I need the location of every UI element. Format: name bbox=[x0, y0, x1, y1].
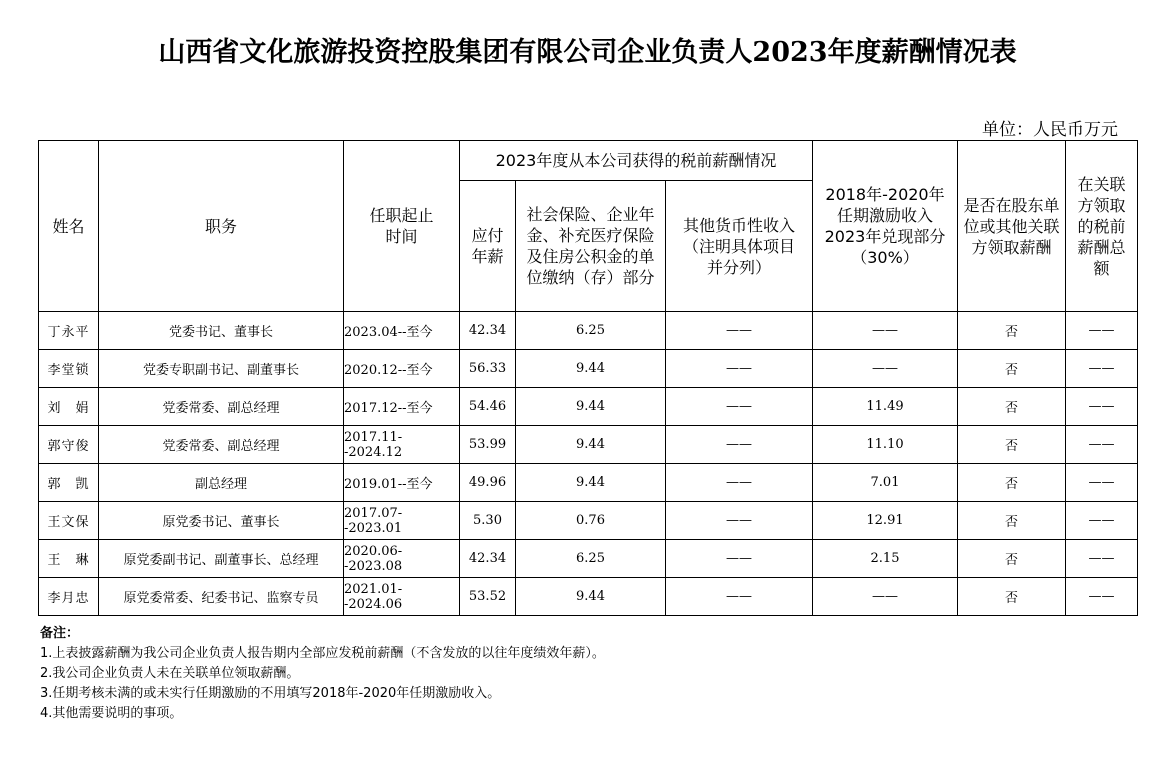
header-name: 姓名 bbox=[39, 141, 99, 312]
header-position: 职务 bbox=[99, 141, 344, 312]
cell-shareholder: 否 bbox=[958, 388, 1066, 426]
table-row bbox=[39, 578, 1138, 616]
cell-incentive: —— bbox=[813, 312, 958, 350]
cell-shareholder: 否 bbox=[958, 578, 1066, 616]
cell-salary: 53.52 bbox=[460, 578, 516, 616]
cell-social: 9.44 bbox=[516, 464, 666, 502]
cell-other: —— bbox=[666, 388, 813, 426]
cell-shareholder: 否 bbox=[958, 540, 1066, 578]
cell-term: 2020.12--至今 bbox=[344, 350, 460, 388]
table-row bbox=[39, 426, 1138, 464]
cell-related: —— bbox=[1066, 540, 1138, 578]
cell-social: 0.76 bbox=[516, 502, 666, 540]
note-item: 2.我公司企业负责人未在关联单位领取薪酬。 bbox=[40, 666, 300, 681]
cell-related: —— bbox=[1066, 350, 1138, 388]
cell-salary: 42.34 bbox=[460, 312, 516, 350]
header-incentive: 2018年-2020年任期激励收入2023年兑现部分（30%） bbox=[813, 141, 958, 312]
cell-position: 原党委书记、董事长 bbox=[99, 502, 344, 540]
cell-shareholder: 否 bbox=[958, 464, 1066, 502]
cell-position: 副总经理 bbox=[99, 464, 344, 502]
header-other: 其他货币性收入（注明具体项目并分列） bbox=[666, 181, 813, 312]
cell-shareholder: 否 bbox=[958, 350, 1066, 388]
table-row bbox=[39, 464, 1138, 502]
header-salary: 应付年薪 bbox=[460, 181, 516, 312]
cell-term: 2017.12--至今 bbox=[344, 388, 460, 426]
notes-heading: 备注： bbox=[40, 626, 80, 641]
table-row bbox=[39, 388, 1138, 426]
cell-salary: 56.33 bbox=[460, 350, 516, 388]
cell-name: 郭 凯 bbox=[39, 464, 99, 502]
cell-related: —— bbox=[1066, 426, 1138, 464]
cell-other: —— bbox=[666, 312, 813, 350]
cell-related: —— bbox=[1066, 502, 1138, 540]
cell-salary: 5.30 bbox=[460, 502, 516, 540]
cell-other: —— bbox=[666, 502, 813, 540]
salary-table bbox=[38, 140, 1138, 616]
cell-social: 9.44 bbox=[516, 388, 666, 426]
header-related: 在关联方领取的税前薪酬总额 bbox=[1066, 141, 1138, 312]
cell-related: —— bbox=[1066, 388, 1138, 426]
cell-name: 王文保 bbox=[39, 502, 99, 540]
page-title: 山西省文化旅游投资控股集团有限公司企业负责人2023年度薪酬情况表 bbox=[158, 37, 1017, 68]
table-row bbox=[39, 350, 1138, 388]
cell-term: 2017.07--2023.01 bbox=[344, 502, 460, 540]
cell-position: 原党委副书记、副董事长、总经理 bbox=[99, 540, 344, 578]
cell-incentive: 2.15 bbox=[813, 540, 958, 578]
cell-incentive: 7.01 bbox=[813, 464, 958, 502]
cell-name: 丁永平 bbox=[39, 312, 99, 350]
cell-salary: 53.99 bbox=[460, 426, 516, 464]
cell-social: 6.25 bbox=[516, 540, 666, 578]
cell-social: 6.25 bbox=[516, 312, 666, 350]
cell-name: 王 琳 bbox=[39, 540, 99, 578]
cell-incentive: 11.10 bbox=[813, 426, 958, 464]
table-row bbox=[39, 312, 1138, 350]
cell-incentive: —— bbox=[813, 578, 958, 616]
cell-salary: 49.96 bbox=[460, 464, 516, 502]
table-row bbox=[39, 502, 1138, 540]
cell-salary: 54.46 bbox=[460, 388, 516, 426]
cell-name: 李堂锁 bbox=[39, 350, 99, 388]
cell-term: 2023.04--至今 bbox=[344, 312, 460, 350]
cell-name: 郭守俊 bbox=[39, 426, 99, 464]
cell-term: 2019.01--至今 bbox=[344, 464, 460, 502]
header-pretax-group: 2023年度从本公司获得的税前薪酬情况 bbox=[460, 141, 813, 181]
note-item: 1.上表披露薪酬为我公司企业负责人报告期内全部应发税前薪酬（不含发放的以往年度绩效年薪）。 bbox=[40, 646, 605, 661]
cell-position: 党委常委、副总经理 bbox=[99, 426, 344, 464]
cell-shareholder: 否 bbox=[958, 426, 1066, 464]
cell-social: 9.44 bbox=[516, 426, 666, 464]
header-term: 任职起止时间 bbox=[344, 141, 460, 312]
cell-shareholder: 否 bbox=[958, 312, 1066, 350]
cell-social: 9.44 bbox=[516, 578, 666, 616]
cell-related: —— bbox=[1066, 578, 1138, 616]
cell-incentive: —— bbox=[813, 350, 958, 388]
cell-other: —— bbox=[666, 464, 813, 502]
cell-term: 2021.01--2024.06 bbox=[344, 578, 460, 616]
header-shareholder: 是否在股东单位或其他关联方领取薪酬 bbox=[958, 141, 1066, 312]
cell-incentive: 12.91 bbox=[813, 502, 958, 540]
unit-label: 单位：人民币万元 bbox=[982, 120, 1118, 140]
header-social: 社会保险、企业年金、补充医疗保险及住房公积金的单位缴纳（存）部分 bbox=[516, 181, 666, 312]
cell-name: 刘 娟 bbox=[39, 388, 99, 426]
cell-name: 李月忠 bbox=[39, 578, 99, 616]
cell-other: —— bbox=[666, 426, 813, 464]
table-row bbox=[39, 540, 1138, 578]
note-item: 4.其他需要说明的事项。 bbox=[40, 706, 183, 721]
cell-related: —— bbox=[1066, 464, 1138, 502]
cell-position: 党委常委、副总经理 bbox=[99, 388, 344, 426]
cell-other: —— bbox=[666, 350, 813, 388]
cell-social: 9.44 bbox=[516, 350, 666, 388]
cell-incentive: 11.49 bbox=[813, 388, 958, 426]
cell-term: 2020.06--2023.08 bbox=[344, 540, 460, 578]
cell-related: —— bbox=[1066, 312, 1138, 350]
cell-position: 原党委常委、纪委书记、监察专员 bbox=[99, 578, 344, 616]
cell-salary: 42.34 bbox=[460, 540, 516, 578]
note-item: 3.任期考核未满的或未实行任期激励的不用填写2018年-2020年任期激励收入。 bbox=[40, 686, 501, 701]
cell-shareholder: 否 bbox=[958, 502, 1066, 540]
cell-other: —— bbox=[666, 540, 813, 578]
cell-other: —— bbox=[666, 578, 813, 616]
cell-position: 党委专职副书记、副董事长 bbox=[99, 350, 344, 388]
notes bbox=[40, 624, 605, 724]
cell-position: 党委书记、董事长 bbox=[99, 312, 344, 350]
cell-term: 2017.11--2024.12 bbox=[344, 426, 460, 464]
